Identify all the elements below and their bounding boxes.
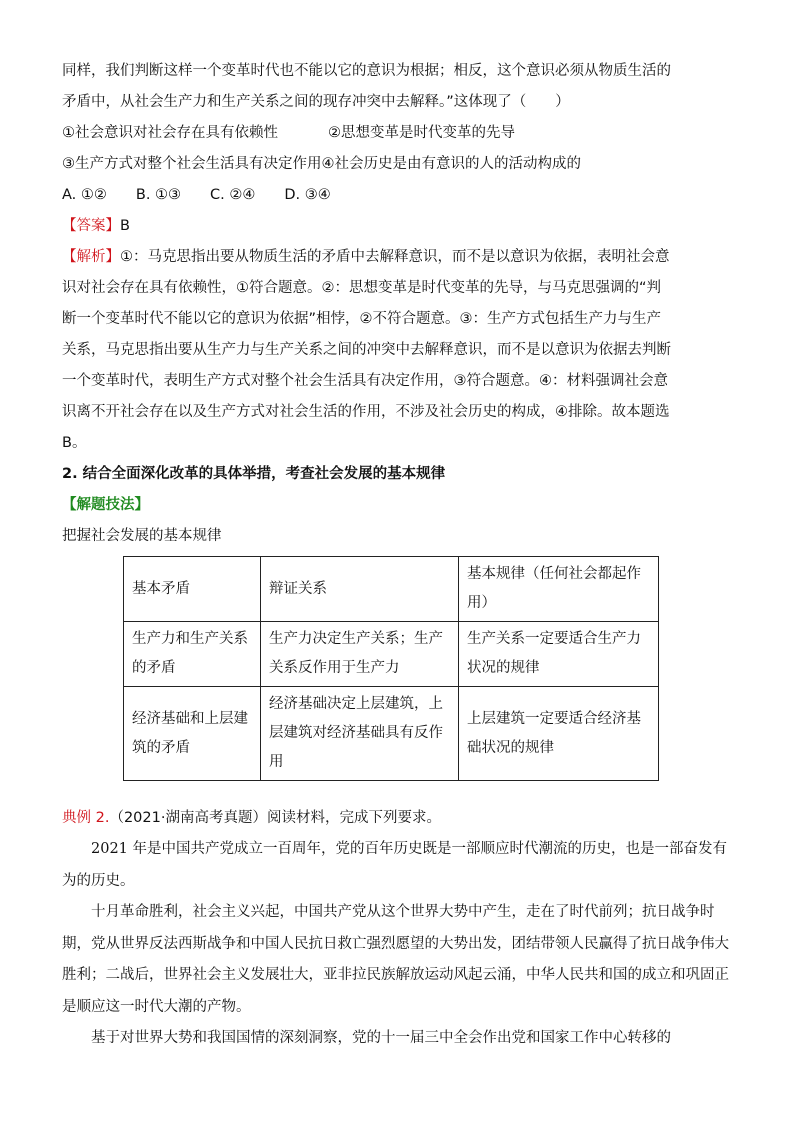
analysis-block [62,242,738,459]
answer-value: B [120,218,130,234]
question-stem-line-1: 同样，我们判断这样一个变革时代也不能以它的意识为根据；相反，这个意识必须从物质生活的 [62,63,671,79]
technique-intro: 把握社会发展的基本规律 [62,528,222,544]
table-cell: 经济基础和上层建筑的矛盾 [124,687,261,781]
analysis-line-1: 【解析】①：马克思指出要从物质生活的矛盾中去解释意识，而不是以意识为依据，表明社会意 [62,249,670,265]
analysis-line-4: 关系，马克思指出要从生产力与生产关系之间的冲突中去解释意识，而不是以意识为依据去判断 [62,342,671,358]
document-page [62,56,738,1055]
analysis-line-5: 一个变革时代，表明生产方式对整个社会生活具有决定作用，③符合题意。④：材料强调社会意 [62,373,668,389]
example-2-source: （2021·湖南高考真题）阅读材料，完成下列要求。 [109,810,441,826]
technique-label: 【解题技法】 [62,497,149,513]
table-cell: 生产关系一定要适合生产力状况的规律 [459,622,659,687]
example-2-header [62,803,738,834]
table-header-cell: 基本矛盾 [124,557,261,622]
answer-line [62,211,738,242]
option-row-2: ③生产方式对整个社会生活具有决定作用④社会历史是由有意识的人的活动构成的 [62,156,581,172]
table-row [124,687,659,781]
rules-table [123,556,659,781]
analysis-line-6: 识离不开社会存在以及生产方式对社会生活的作用，不涉及社会历史的构成，④排除。故本题选 [62,404,670,420]
table-header-cell: 基本规律（任何社会都起作用） [459,557,659,622]
analysis-label: 【解析】 [62,249,120,265]
table-header-row [124,557,659,622]
answer-choices: A. ①② B. ①③ C. ②④ D. ③④ [62,187,331,203]
table-cell: 生产力决定生产关系；生产关系反作用于生产力 [261,622,459,687]
question-stem-line-2: 矛盾中，从社会生产力和生产关系之间的现存冲突中去解释。”这体现了（ ） [62,94,570,110]
table-cell: 生产力和生产关系的矛盾 [124,622,261,687]
option-1: ①社会意识对社会存在具有依赖性 [62,125,278,141]
table-cell: 经济基础决定上层建筑，上层建筑对经济基础具有反作用 [261,687,459,781]
option-2: ②思想变革是时代变革的先导 [328,125,515,141]
analysis-line-2: 识对社会存在具有依赖性，①符合题意。②：思想变革是时代变革的先导，与马克思强调的“判 [62,280,662,296]
section-2-heading: 2. 结合全面深化改革的具体举措，考查社会发展的基本规律 [62,466,446,482]
answer-label: 【答案】 [62,218,120,234]
material-paragraph-3: 基于对世界大势和我国国情的深刻洞察，党的十一届三中全会作出党和国家工作中心转移的 [91,1030,671,1046]
material-paragraph-1: 2021 年是中国共产党成立一百周年，党的百年历史既是一部顺应时代潮流的历史，也是一部奋发有为的历史。 [62,841,728,889]
analysis-line-7: B。 [62,435,87,451]
table-cell: 上层建筑一定要适合经济基础状况的规律 [459,687,659,781]
material-paragraph-2: 十月革命胜利，社会主义兴起，中国共产党从这个世界大势中产生，走在了时代前列；抗日战争时期，党从世界反法西斯战争和中国人民抗日救亡强烈愿望的大势出发，团结带领人民赢得了抗日战争伟大胜利；二战后，世界社会主义发展壮大，亚非拉民族解放运动风起云涌，中华人民共和国的成立和巩固正是顺应这一时代大潮的产物。 [62,904,729,1015]
analysis-line-3: 断一个变革时代不能以它的意识为依据”相悖，②不符合题意。③：生产方式包括生产力与生产 [62,311,662,327]
table-row [124,622,659,687]
example-2-label: 典例 2. [62,810,110,826]
option-row-1 [62,118,738,149]
table-header-cell: 辩证关系 [261,557,459,622]
